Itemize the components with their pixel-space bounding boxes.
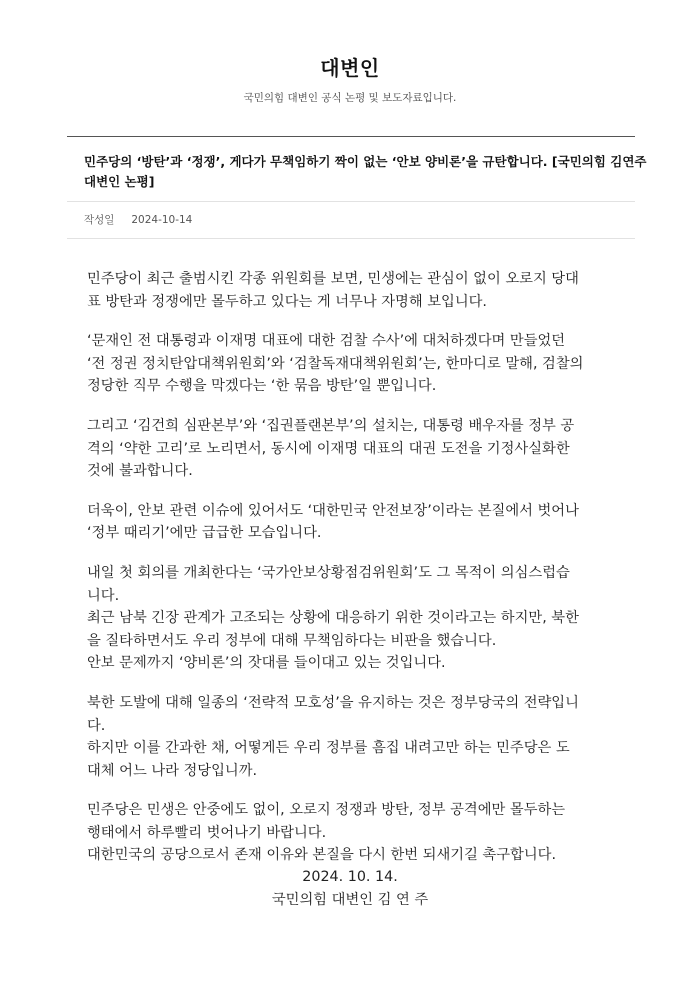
body-paragraph-4 xyxy=(87,500,617,545)
body-line: 대한민국의 공당으로서 존재 이유와 본질을 다시 한번 되새기길 촉구합니다. xyxy=(87,847,557,864)
title-divider xyxy=(67,201,635,202)
site-subtitle: 국민의힘 대변인 공식 논평 및 보도자료입니다. xyxy=(243,92,457,104)
body-line: 안보 문제까지 ‘양비론’의 잣대를 들이대고 있는 것입니다. xyxy=(87,655,446,672)
body-line: 최근 남북 긴장 관계가 고조되는 상황에 대응하기 위한 것이라고는 하지만, 북한 xyxy=(87,610,579,627)
signature-block xyxy=(0,866,700,911)
signature-date: 2024. 10. 14. xyxy=(302,869,398,885)
body-line: 더욱이, 안보 관련 이슈에 있어서도 ‘대한민국 안전보장’이라는 본질에서 벗어나 xyxy=(87,502,579,519)
body-paragraph-6 xyxy=(87,692,617,782)
meta-divider xyxy=(67,238,635,239)
meta-date-label: 작성일 xyxy=(84,214,115,226)
body-paragraph-1 xyxy=(87,268,617,313)
body-line: 을 질타하면서도 우리 정부에 대해 무책임하다는 비판을 했습니다. xyxy=(87,632,497,649)
body-line: 민주당이 최근 출범시킨 각종 위원회를 보면, 민생에는 관심이 없이 오로지 당대 xyxy=(87,271,579,287)
body-line: 다. xyxy=(87,717,106,734)
body-line: 격의 ‘약한 고리’로 노리면서, 동시에 이재명 대표의 대권 도전을 기정사실화한 xyxy=(87,440,570,457)
post-title xyxy=(84,152,647,192)
body-line: 니다. xyxy=(87,587,120,604)
meta-date-value: 2024-10-14 xyxy=(131,214,193,226)
body-line: ‘정부 때리기’에만 급급한 모습입니다. xyxy=(87,525,322,542)
body-line: 북한 도발에 대해 일종의 ‘전략적 모호성’을 유지하는 것은 정부당국의 전략입니 xyxy=(87,694,579,711)
body-paragraph-2 xyxy=(87,330,617,398)
body-line: 그리고 ‘김건희 심판본부’와 ‘집권플랜본부’의 설치는, 대통령 배우자를 정부 공 xyxy=(87,417,575,434)
body-paragraph-5 xyxy=(87,562,617,675)
site-title[interactable]: 대변인 xyxy=(320,56,380,80)
body-line: 하지만 이를 간과한 채, 어떻게든 우리 정부를 흠집 내려고만 하는 민주당은 도 xyxy=(87,740,570,757)
post-title-line-2: 대변인 논평] xyxy=(84,174,155,189)
post-title-line-1: 민주당의 ‘방탄’과 ‘정쟁’, 게다가 무책임하기 짝이 없는 ‘안보 양비론’을 규탄합니다. [국민의힘 김연주 xyxy=(84,154,647,169)
body-line: 정당한 직무 수행을 막겠다는 ‘한 묶음 방탄’일 뿐입니다. xyxy=(87,378,437,395)
body-line: 내일 첫 회의를 개최한다는 ‘국가안보상황점검위원회’도 그 목적이 의심스럽습 xyxy=(87,564,570,581)
body-line: 것에 불과합니다. xyxy=(87,463,193,480)
body-line: 표 방탄과 정쟁에만 몰두하고 있다는 게 너무나 자명해 보입니다. xyxy=(87,293,487,310)
post-meta xyxy=(84,212,192,227)
body-line: 민주당은 민생은 안중에도 없이, 오로지 정쟁과 방탄, 정부 공격에만 몰두하는 xyxy=(87,802,566,819)
body-line: 행태에서 하루빨리 벗어나기 바랍니다. xyxy=(87,824,327,841)
body-line: ‘문재인 전 대통령과 이재명 대표에 대한 검찰 수사’에 대처하겠다며 만들었던 xyxy=(87,333,566,350)
body-line: 대체 어느 나라 정당입니까. xyxy=(87,762,258,779)
body-paragraph-7 xyxy=(87,799,617,867)
signature-author: 국민의힘 대변인 김 연 주 xyxy=(271,891,429,908)
body-line: ‘전 정권 정치탄압대책위원회’와 ‘검찰독재대책위원회’는, 한마디로 말해, 검찰의 xyxy=(87,355,584,372)
header-divider xyxy=(67,136,635,137)
body-paragraph-3 xyxy=(87,415,617,483)
post-body xyxy=(87,268,617,884)
